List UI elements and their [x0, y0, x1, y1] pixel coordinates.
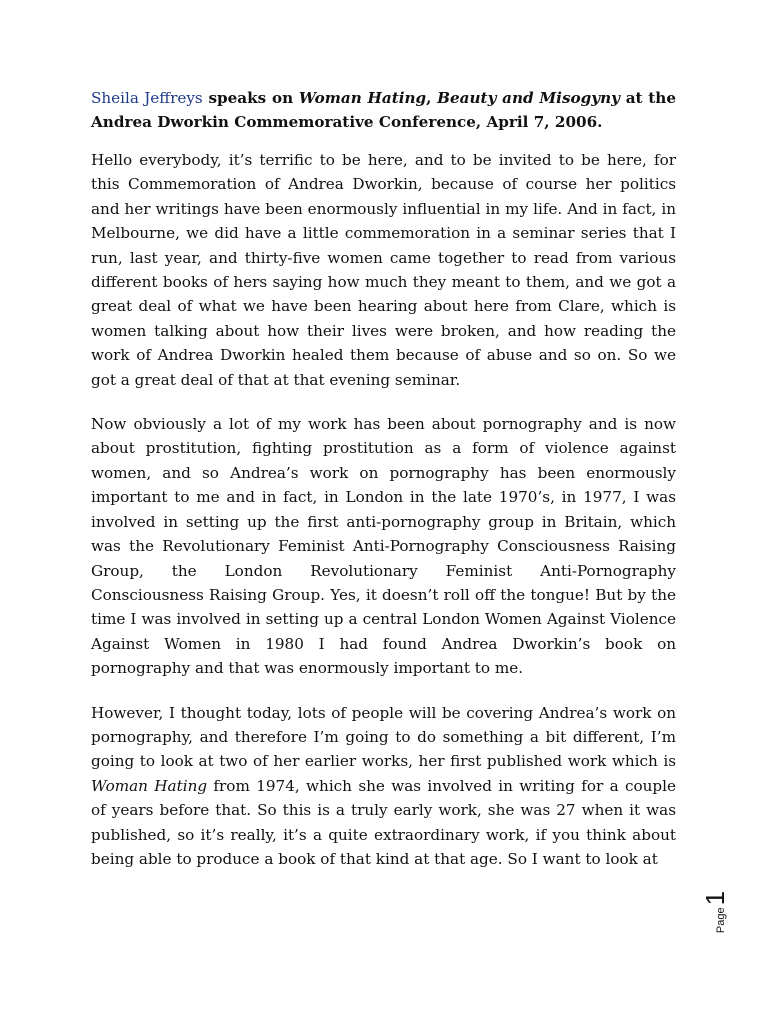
paragraph-3-text-a: However, I thought today, lots of people will be covering Andrea’s work on pornography, and therefore I’m going to do something a bit different, I’m going to look at two of her earlier works, her first published work which is: [91, 703, 676, 771]
heading-comma: ,: [426, 89, 438, 107]
page-number: 1: [700, 890, 730, 906]
heading-speaks-on: speaks on: [202, 89, 299, 107]
document-heading: [91, 86, 676, 134]
paragraph-1: Hello everybody, it’s terrific to be here, and to be invited to be here, for this Commemoration of Andrea Dworkin, because of course her politics and her writings have been enormously influential in my life. And in fact, in Melbourne, we did have a little commemoration in a seminar series that I run, last year, and thirty-five women came together to read from various different books of hers saying how much they meant to them, and we got a great deal of what we have been hearing about here from Clare, which is women talking about how their lives were broken, and how reading the work of Andrea Dworkin healed them because of abuse and so on. So we got a great deal of that at that evening seminar.: [91, 151, 676, 389]
page-word: Page: [715, 907, 727, 934]
heading-event: at the Andrea Dworkin Commemorative Conference, April 7, 2006.: [91, 89, 677, 131]
paragraph-3-text-b: from 1974, which she was involved in writing for a couple of years before that. So this is a truly early work, she was 27 when it was published, so it’s really, it’s a quite extraordinary work, if you think about being able to produce a book of that kind at that age. So I want to look at: [91, 776, 676, 868]
document-body: [91, 86, 676, 871]
speaker-name: Sheila Jeffreys: [91, 89, 203, 107]
paragraph-2: Now obviously a lot of my work has been about pornography and is now about prostitution, fighting prostitution as a form of violence against women, and so Andrea’s work on pornography has been enormously important to me and in fact, in London in the late 1970’s, in 1977, I was involved in setting up the first anti-pornography group in Britain, which was the Revolutionary Feminist Anti-Pornography Consciousness Raising Group, the London Revolutionary Feminist Anti-Pornography Consciousness Raising Group. Yes, it doesn’t roll off the tongue! But by the time I was involved in setting up a central London Women Against Violence Against Women in 1980 I had found Andrea Dworkin’s book on pornography and that was enormously important to me.: [91, 415, 676, 678]
book-title-italic: Woman Hating: [91, 776, 208, 795]
page-number-label: [700, 884, 748, 940]
paragraph-3: [91, 701, 676, 872]
talk-title-part1: Woman Hating: [298, 89, 427, 107]
talk-title-part2: Beauty and Misogyny: [437, 89, 620, 107]
